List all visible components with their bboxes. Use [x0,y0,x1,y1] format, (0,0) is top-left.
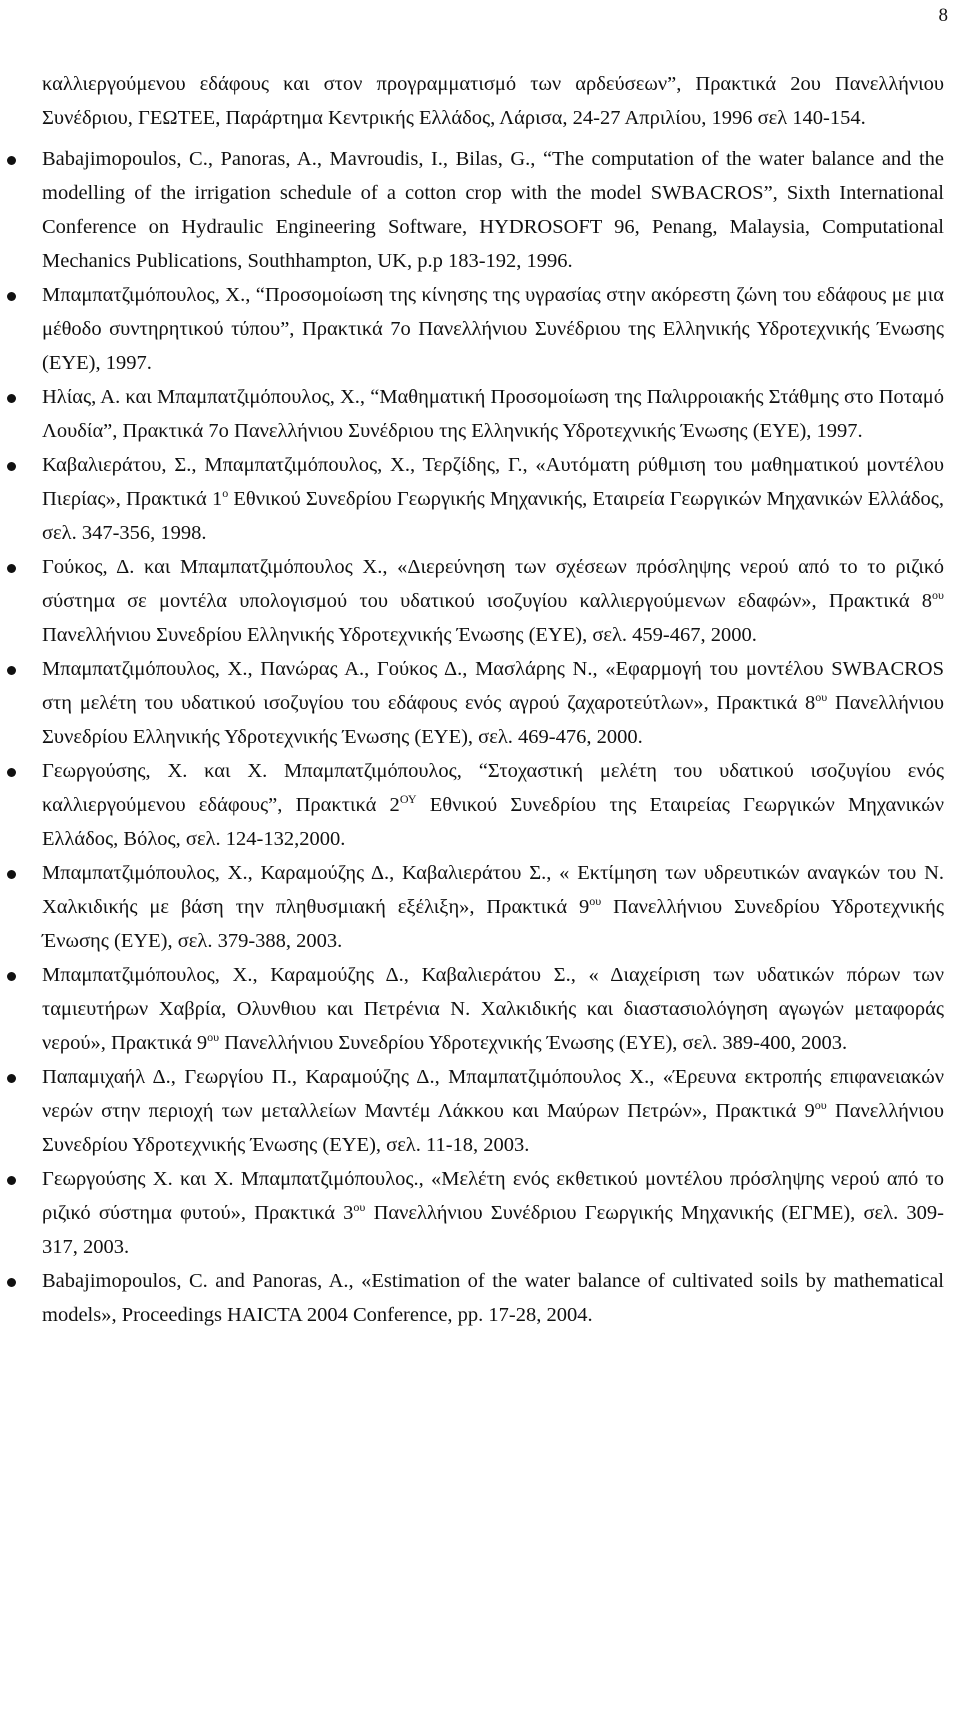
bullet-icon [7,1278,16,1287]
reference-item [0,142,960,278]
reference-text: Εθνικού Συνεδρίου της Εταιρείας Γεωργικών Μηχανικών Ελλάδος, Βόλος, σελ. 124-132,2000. [42,794,944,850]
ordinal-superscript: ου [814,1098,827,1112]
reference-item [0,1162,960,1264]
reference-item [0,1264,960,1332]
reference-text: Πανελλήνιου Συνεδρίου Υδροτεχνικής Ένωσης (ΕΥΕ), σελ. 379-388, 2003. [42,896,945,952]
ordinal-superscript: ου [207,1030,220,1044]
ordinal-superscript: ο [222,486,229,500]
bullet-icon [7,394,16,403]
bullet-icon [7,1074,16,1083]
bullet-icon [7,292,16,301]
ordinal-superscript: ΟΥ [399,792,417,806]
reference-text: Εθνικού Συνεδρίου Γεωργικής Μηχανικής, Εταιρεία Γεωργικών Μηχανικών Ελλάδος, σελ. 347-356, 1998. [42,488,944,544]
reference-text: καλλιεργούμενου εδάφους και στον προγραμματισμό των αρδεύσεων”, Πρακτικά 2ου Πανελλήνιου Συνέδριου, ΓΕΩΤΕΕ, Παράρτημα Κεντρικής Ελλάδος, Λάρισα, 24-27 Απριλίου, 1996 σελ 140-154. [42,73,944,129]
reference-item [0,1060,960,1162]
bullet-icon [7,768,16,777]
reference-text: Μπαμπατζιμόπουλος, Χ., Καραμούζης Δ., Καβαλιεράτου Σ., « Διαχείριση των υδατικών πόρων των ταμιευτήρων Χαβρία, Ολυνθιου και Πετρένια Ν. Χαλκιδικής και διαστασιολόγηση αγωγών μεταφοράς νερού», Πρακτικά 9 [42,964,944,1054]
bullet-icon [7,666,16,675]
reference-text: Μπαμπατζιμόπουλος, Χ., Πανώρας Α., Γούκος Δ., Μασλάρης Ν., «Εφαρμογή του μοντέλου SWBACROS στη μελέτη του υδατικού ισοζυγίου του εδάφους ενός αγρού ζαχαροτεύτλων», Πρακτικά 8 [42,658,944,714]
reference-item [0,550,960,652]
bullet-icon [7,462,16,471]
reference-text: Γεωργούσης, Χ. και Χ. Μπαμπατζιμόπουλος, “Στοχαστική μελέτη του υδατικού ισοζυγίου ενός καλλιεργούμενου εδάφους”, Πρακτικά 2 [42,760,944,816]
bullet-icon [7,870,16,879]
bullet-icon [7,1176,16,1185]
reference-text: Πανελλήνιου Συνεδρίου Υδροτεχνικής Ένωσης (ΕΥΕ), σελ. 389-400, 2003. [219,1032,848,1054]
reference-text: Γούκος, Δ. και Μπαμπατζιμόπουλος Χ., «Διερεύνηση των σχέσεων πρόσληψης νερού από το το ριζικό σύστημα σε μοντέλα υπολογισμού του υδατικού ισοζυγίου καλλιεργούμενων εδαφών», Πρακτικά 8 [42,556,944,612]
reference-item [0,652,960,754]
bullet-icon [7,972,16,981]
reference-text: Μπαμπατζιμόπουλος, Χ., Καραμούζης Δ., Καβαλιεράτου Σ., « Εκτίμηση των υδρευτικών αναγκών του Ν. Χαλκιδικής με βάση την πληθυσμιακή εξέλιξη», Πρακτικά 9 [42,862,944,918]
reference-continuation [0,67,960,135]
ordinal-superscript: ου [815,690,828,704]
reference-text: Babajimopoulos, C., Panoras, A., Mavroudis, I., Bilas, G., “The computation of the water balance and the modelling of the irrigation schedule of a cotton crop with the model SWBACROS”, Sixth International Conference on Hydraulic Engineering Software, HYDROSOFT 96, Penang, Malaysia, Computational Mechanics Publications, Southhampton, UK, p.p 183-192, 1996. [42,148,944,272]
ordinal-superscript: ου [932,588,944,602]
bullet-icon [7,564,16,573]
reference-item [0,380,960,448]
reference-text: Babajimopoulos, C. and Panoras, A., «Estimation of the water balance of cultivated soils by mathematical models», Proceedings HAICTA 2004 Conference, pp. 17-28, 2004. [42,1270,944,1326]
reference-text: Πανελλήνιου Συνεδρίου Ελληνικής Υδροτεχνικής Ένωσης (ΕΥΕ), σελ. 459-467, 2000. [42,624,757,646]
ordinal-superscript: ου [353,1200,366,1214]
reference-text: Πανελλήνιου Συνεδρίου Ελληνικής Υδροτεχνικής Ένωσης (ΕΥΕ), σελ. 469-476, 2000. [42,692,944,748]
reference-text: Καβαλιεράτου, Σ., Μπαμπατζιμόπουλος, Χ., Τερζίδης, Γ., «Αυτόματη ρύθμιση του μαθηματικού μοντέλου Πιερίας», Πρακτικά 1 [42,454,944,510]
reference-list [0,67,960,1332]
reference-item [0,278,960,380]
reference-text: Ηλίας, Α. και Μπαμπατζιμόπουλος, Χ., “Μαθηματική Προσομοίωση της Παλιρροιακής Στάθμης στο Ποταμό Λουδία”, Πρακτικά 7ο Πανελλήνιου Συνέδριου της Ελληνικής Υδροτεχνικής Ένωσης (ΕΥΕ), 1997. [42,386,944,442]
page-number: 8 [938,5,948,26]
bullet-icon [7,156,16,165]
reference-item [0,448,960,550]
reference-item [0,856,960,958]
reference-text: Μπαμπατζιμόπουλος, Χ., “Προσομοίωση της κίνησης της υγρασίας στην ακόρεστη ζώνη του εδάφους με μια μέθοδο συντηρητικού τύπου”, Πρακτικά 7ο Πανελλήνιου Συνέδριου της Ελληνικής Υδροτεχνικής Ένωσης (ΕΥΕ), 1997. [42,284,944,374]
reference-text: Πανελλήνιου Συνέδριου Γεωργικής Μηχανικής (ΕΓΜΕ), σελ. 309-317, 2003. [42,1202,944,1258]
reference-item [0,958,960,1060]
reference-text: Πανελλήνιου Συνεδρίου Υδροτεχνικής Ένωσης (ΕΥΕ), σελ. 11-18, 2003. [42,1100,944,1156]
ordinal-superscript: ου [589,894,602,908]
reference-item [0,754,960,856]
reference-text: Παπαμιχαήλ Δ., Γεωργίου Π., Καραμούζης Δ., Μπαμπατζιμόπουλος Χ., «Έρευνα εκτροπής επιφανειακών νερών στην περιοχή των μεταλλείων Μαντέμ Λάκκου και Μαύρων Πετρών», Πρακτικά 9 [42,1066,944,1122]
reference-text: Γεωργούσης Χ. και Χ. Μπαμπατζιμόπουλος., «Μελέτη ενός εκθετικού μοντέλου πρόσληψης νερού από το ριζικό σύστημα φυτού», Πρακτικά 3 [42,1168,944,1224]
